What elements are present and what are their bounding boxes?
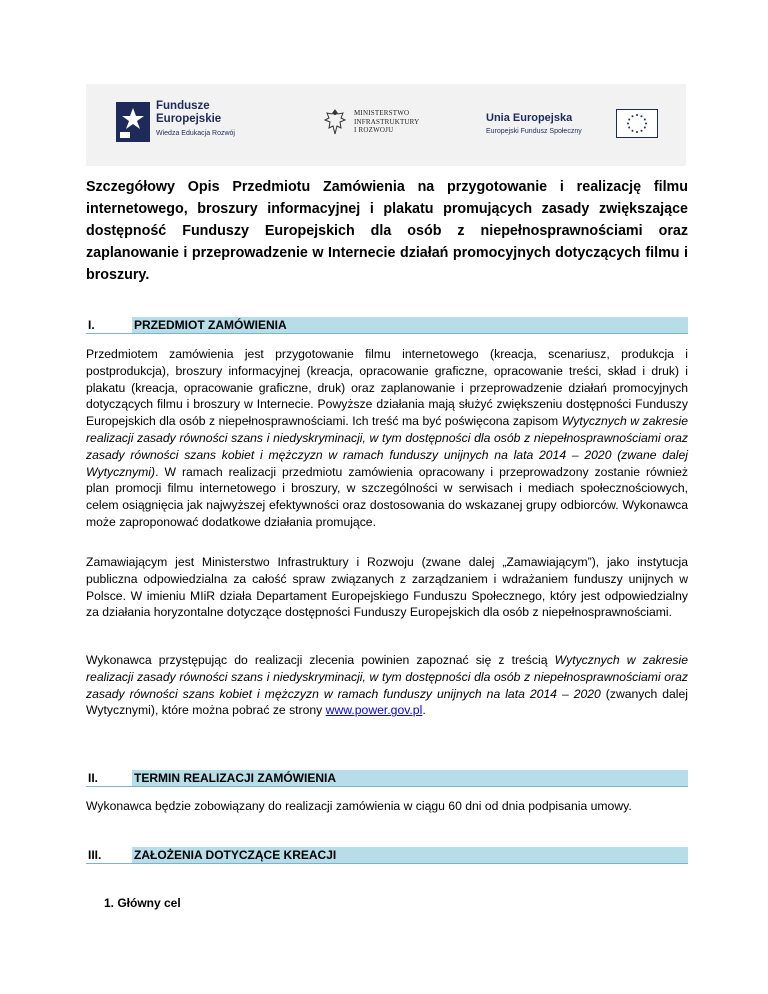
section-2-paragraph: Wykonawca będzie zobowiązany do realizacji zamówienia w ciągu 60 dni od dnia podpisania umowy. [86,799,632,813]
polish-eagle-icon [323,108,347,138]
section-1-paragraph-2: Zamawiającym jest Ministerstwo Infrastruktury i Rozwoju (zwane dalej „Zamawiającym”), jako instytucja publiczna odpowiedzialna za całość spraw związanych z zarządzaniem i wdrażaniem funduszy unijnych w Polsce. W imieniu MIiR działa Departament Europejskiego Funduszu Społecznego, który jest odpowiedzialny za działania horyzontalne dotyczące dostępności Funduszy Europejskich dla osób z niepełnosprawnościami. [86,555,688,620]
section-3-number: III. [88,848,102,862]
ministry-logo-text [354,109,419,135]
p1-text-italic: Wytycznych w zakresie realizacji zasady równości szans i niedyskryminacji, w tym dostępności dla osób z niepełnosprawnościami oraz zasady równości szans kobiet i mężczyzn w ramach funduszy unijnych na lata 2014 – 2020 (zwane dalej Wytycznymi) [86,414,688,479]
fundusze-europejskie-logo-icon [116,102,150,142]
mir-line2: INFRASTRUKTURY [354,117,420,126]
ue-title: Unia Europejska [486,112,573,124]
subsection-main-goal: 1. Główny cel [104,896,181,910]
section-1-paragraph-1 [86,346,688,531]
p3-text-d: . [422,703,426,718]
mir-line1: MINISTERSTWO [354,109,410,117]
p3-text-a: Wykonawca przystępując do realizacji zlecenia powinien zapoznać się z treścią [86,653,555,667]
mir-line3: I ROZWOJU [354,126,394,134]
section-1-title: PRZEDMIOT ZAMÓWIENIA [134,318,287,332]
section-1-heading [86,317,688,334]
ue-subtitle: Europejski Fundusz Społeczny [486,128,582,135]
section-1-number: I. [88,318,95,332]
p3-text-c: (zwanych dalej Wytycznymi), które można pobrać ze strony [86,686,688,718]
fe-tagline: Wiedza Edukacja Rozwój [156,130,235,137]
section-3-title: ZAŁOŻENIA DOTYCZĄCE KREACJI [134,848,337,862]
fe-line1: Fundusze [156,100,210,112]
section-2-number: II. [88,771,99,785]
fe-line2: Europejskie [156,113,222,125]
section-3-heading [86,847,688,864]
section-2-heading [86,770,688,787]
power-gov-link[interactable]: www.power.gov.pl [325,703,423,718]
eu-logo-text [486,112,582,135]
section-2-title: TERMIN REALIZACJI ZAMÓWIENIA [134,771,336,785]
p1-text-c: . W ramach realizacji przedmiotu zamówienia opracowany i przeprowadzony zostanie również plan promocji filmu internetowego i broszury, w szczególności w serwisach i mediach społecznościowych, celem osiągnięcia jak najwyższej efektywności oraz dostosowania do wskazanej grupy odbiorców. Wykonawca może zaproponować dodatkowe działania promujące. [86,464,688,529]
p3-text-italic: Wytycznych w zakresie realizacji zasady równości szans i niedyskryminacji, w tym dostępności dla osób z niepełnosprawnościami oraz zasady równości szans kobiet i mężczyzn w ramach funduszy unijnych na lata 2014 – 2020 [86,653,688,701]
logo-bar [86,84,686,166]
p1-text-a: Przedmiotem zamówienia jest przygotowanie filmu internetowego (kreacja, scenariusz, produkcja i postprodukcja), broszury informacyjnej (kreacja, opracowanie graficzne, opracowanie treści, skład i druk) i plakatu (kreacja, opracowanie graficzne, druk) oraz zaplanowanie i przeprowadzenie działań promocyjnych dotyczących filmu i broszury w Internecie. Powyższe działania mają służyć zwiększeniu dostępności Funduszy Europejskich dla osób z niepełnosprawnościami. Ich treść ma być poświęcona zapisom [86,347,688,429]
fundusze-europejskie-text [156,100,235,140]
section-1-paragraph-3 [86,652,688,719]
eu-flag-icon [616,109,658,138]
document-title: Szczegółowy Opis Przedmiotu Zamówienia na przygotowanie i realizację filmu internetowego, broszury informacyjnej i plakatu promujących zasady zwiększające dostępność Funduszy Europejskich dla osób z niepełnosprawnościami oraz zaplanowanie i przeprowadzenie w Internecie działań promocyjnych dotyczących filmu i broszury. [86,179,688,283]
